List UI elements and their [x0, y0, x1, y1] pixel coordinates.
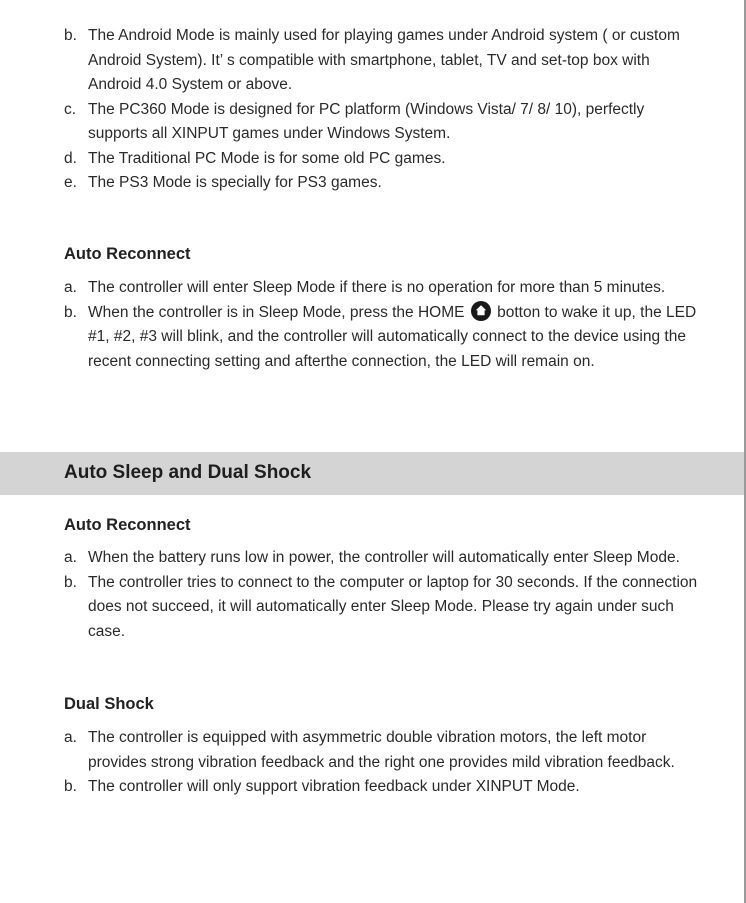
- list-marker: a.: [64, 549, 77, 566]
- list-item: [64, 726, 704, 775]
- list-marker: e.: [64, 174, 77, 191]
- list-marker: c.: [64, 100, 77, 118]
- list-item: [64, 301, 704, 375]
- list-item-text: The controller will enter Sleep Mode if there is no operation for more than 5 minutes.: [88, 279, 666, 296]
- auto-reconnect-list: [64, 276, 704, 374]
- list-item: [64, 98, 704, 147]
- list-item-text: The controller is equipped with asymmetric double vibration motors, the left motor provides strong vibration feedback and the right one provides mild vibration feedback.: [88, 729, 675, 771]
- list-marker: d.: [64, 149, 77, 167]
- list-item: [64, 147, 704, 172]
- list-item-text: The controller will only support vibration feedback under XINPUT Mode.: [88, 778, 580, 795]
- auto-reconnect-list-2: [64, 546, 704, 644]
- list-marker: b.: [64, 573, 77, 591]
- list-item-text: botton to wake it up, the LED #1, #2, #3 will blink, and the controller will automatically connect to the device using the recent connecting setting and afterthe connection, the LED will remain on.: [88, 303, 697, 370]
- list-item-text: When the controller is in Sleep Mode, press the HOME: [88, 303, 465, 321]
- list-item-text: When the battery runs low in power, the controller will automatically enter Sleep Mode.: [88, 549, 680, 566]
- section-title: Auto Sleep and Dual Shock: [64, 462, 312, 483]
- home-button-icon: [471, 301, 491, 321]
- list-item: [64, 171, 704, 196]
- mode-list: [64, 24, 704, 196]
- dual-shock-heading: Dual Shock: [64, 695, 154, 713]
- auto-reconnect-heading: Auto Reconnect: [64, 245, 191, 263]
- list-item: [64, 24, 704, 98]
- list-item-text: The PC360 Mode is designed for PC platform (Windows Vista/ 7/ 8/ 10), perfectly supports all XINPUT games under Windows System.: [88, 100, 645, 142]
- list-item: [64, 546, 704, 571]
- list-marker: b.: [64, 27, 77, 44]
- list-marker: b.: [64, 778, 77, 795]
- dual-shock-list: [64, 726, 704, 800]
- list-marker: a.: [64, 279, 77, 296]
- auto-reconnect-heading-2: Auto Reconnect: [64, 516, 191, 534]
- section-header-band: [0, 452, 744, 495]
- list-marker: b.: [64, 303, 77, 321]
- list-item-text: The controller tries to connect to the computer or laptop for 30 seconds. If the connection does not succeed, it will automatically enter Sleep Mode. Please try again under such case.: [88, 573, 698, 640]
- list-item-text: The Android Mode is mainly used for playing games under Android system ( or custom Android System). It’ s compatible with smartphone, tablet, TV and set-top box with Android 4.0 System or above.: [88, 27, 680, 93]
- list-item-text: The PS3 Mode is specially for PS3 games.: [88, 174, 382, 191]
- list-marker: a.: [64, 729, 77, 746]
- list-item: [64, 276, 704, 301]
- list-item: [64, 775, 704, 800]
- list-item: [64, 571, 704, 645]
- list-item-text: The Traditional PC Mode is for some old PC games.: [88, 149, 446, 167]
